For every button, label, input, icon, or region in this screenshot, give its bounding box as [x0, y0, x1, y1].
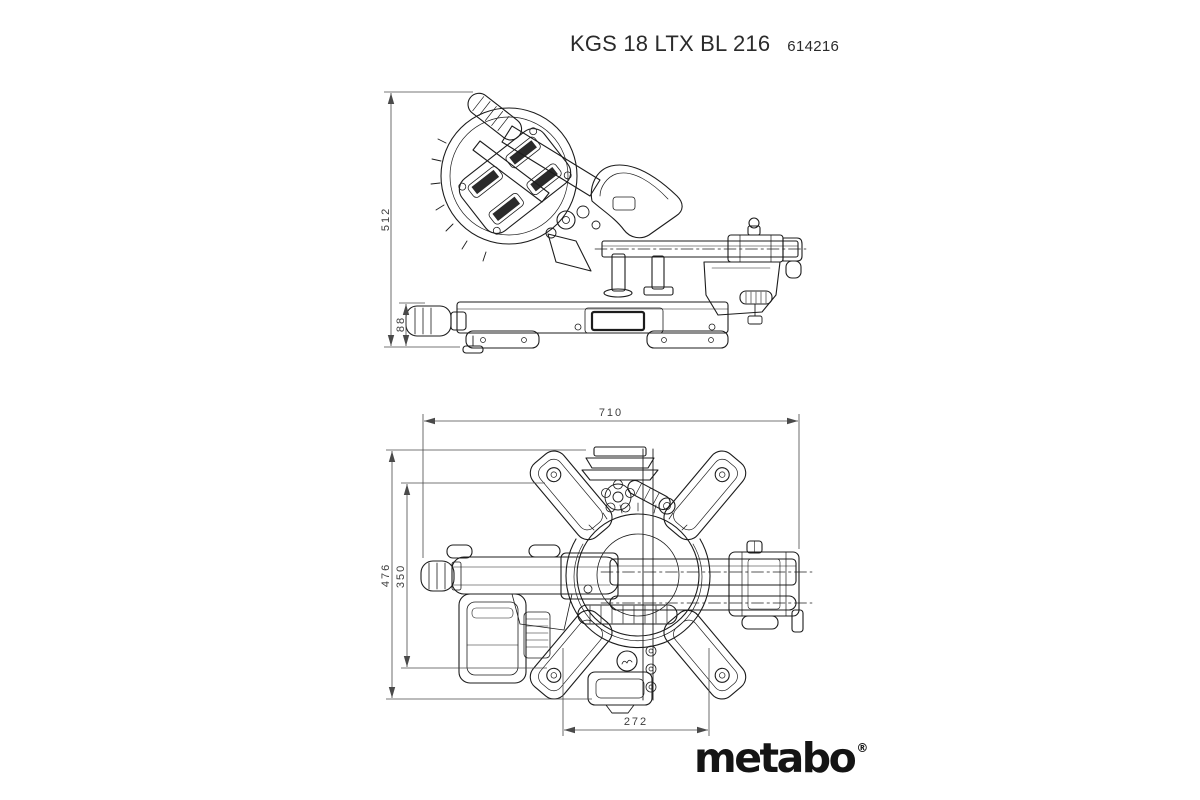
dimension-labels	[380, 207, 648, 728]
registered-trademark-icon: ®	[856, 741, 869, 755]
fence-top	[582, 447, 658, 480]
dim-top-base-depth: 350	[395, 563, 407, 589]
pivot-hinge-side	[546, 206, 600, 238]
clamp-knob-side	[406, 306, 483, 353]
side-view-drawing	[406, 89, 806, 353]
dim-top-foot-spacing: 272	[623, 716, 649, 728]
mitre-lock-knob	[602, 480, 635, 512]
saw-head-top	[421, 545, 618, 599]
top-view-drawing	[421, 446, 812, 713]
support-columns	[604, 254, 673, 297]
rear-support-bracket	[704, 262, 780, 324]
dim-side-table-height: 88	[395, 315, 407, 333]
slide-rail-side	[595, 218, 806, 278]
base-arms-top	[525, 446, 751, 705]
angle-scale-ticks	[589, 503, 687, 530]
guard-vent-slots	[431, 139, 486, 261]
metabo-logo	[694, 734, 869, 782]
lower-guard-flap	[548, 234, 591, 271]
rear-arm-side	[591, 165, 682, 238]
dim-top-overall-length: 710	[598, 407, 624, 419]
dim-top-overall-depth: 476	[380, 562, 392, 588]
product-model-title: KGS 18 LTX BL 216	[570, 31, 771, 56]
metabo-wordmark: metabo	[694, 734, 855, 782]
battery-pack-top	[459, 594, 572, 683]
lower-plate-top	[588, 646, 656, 713]
rail-carriage-top	[729, 541, 803, 632]
blade-guard-side	[431, 108, 577, 261]
slide-rails-top	[601, 559, 812, 610]
dim-side-overall-height: 512	[380, 206, 392, 232]
turntable-top	[566, 503, 710, 648]
base-side	[457, 302, 728, 348]
article-number: 614216	[787, 38, 840, 55]
